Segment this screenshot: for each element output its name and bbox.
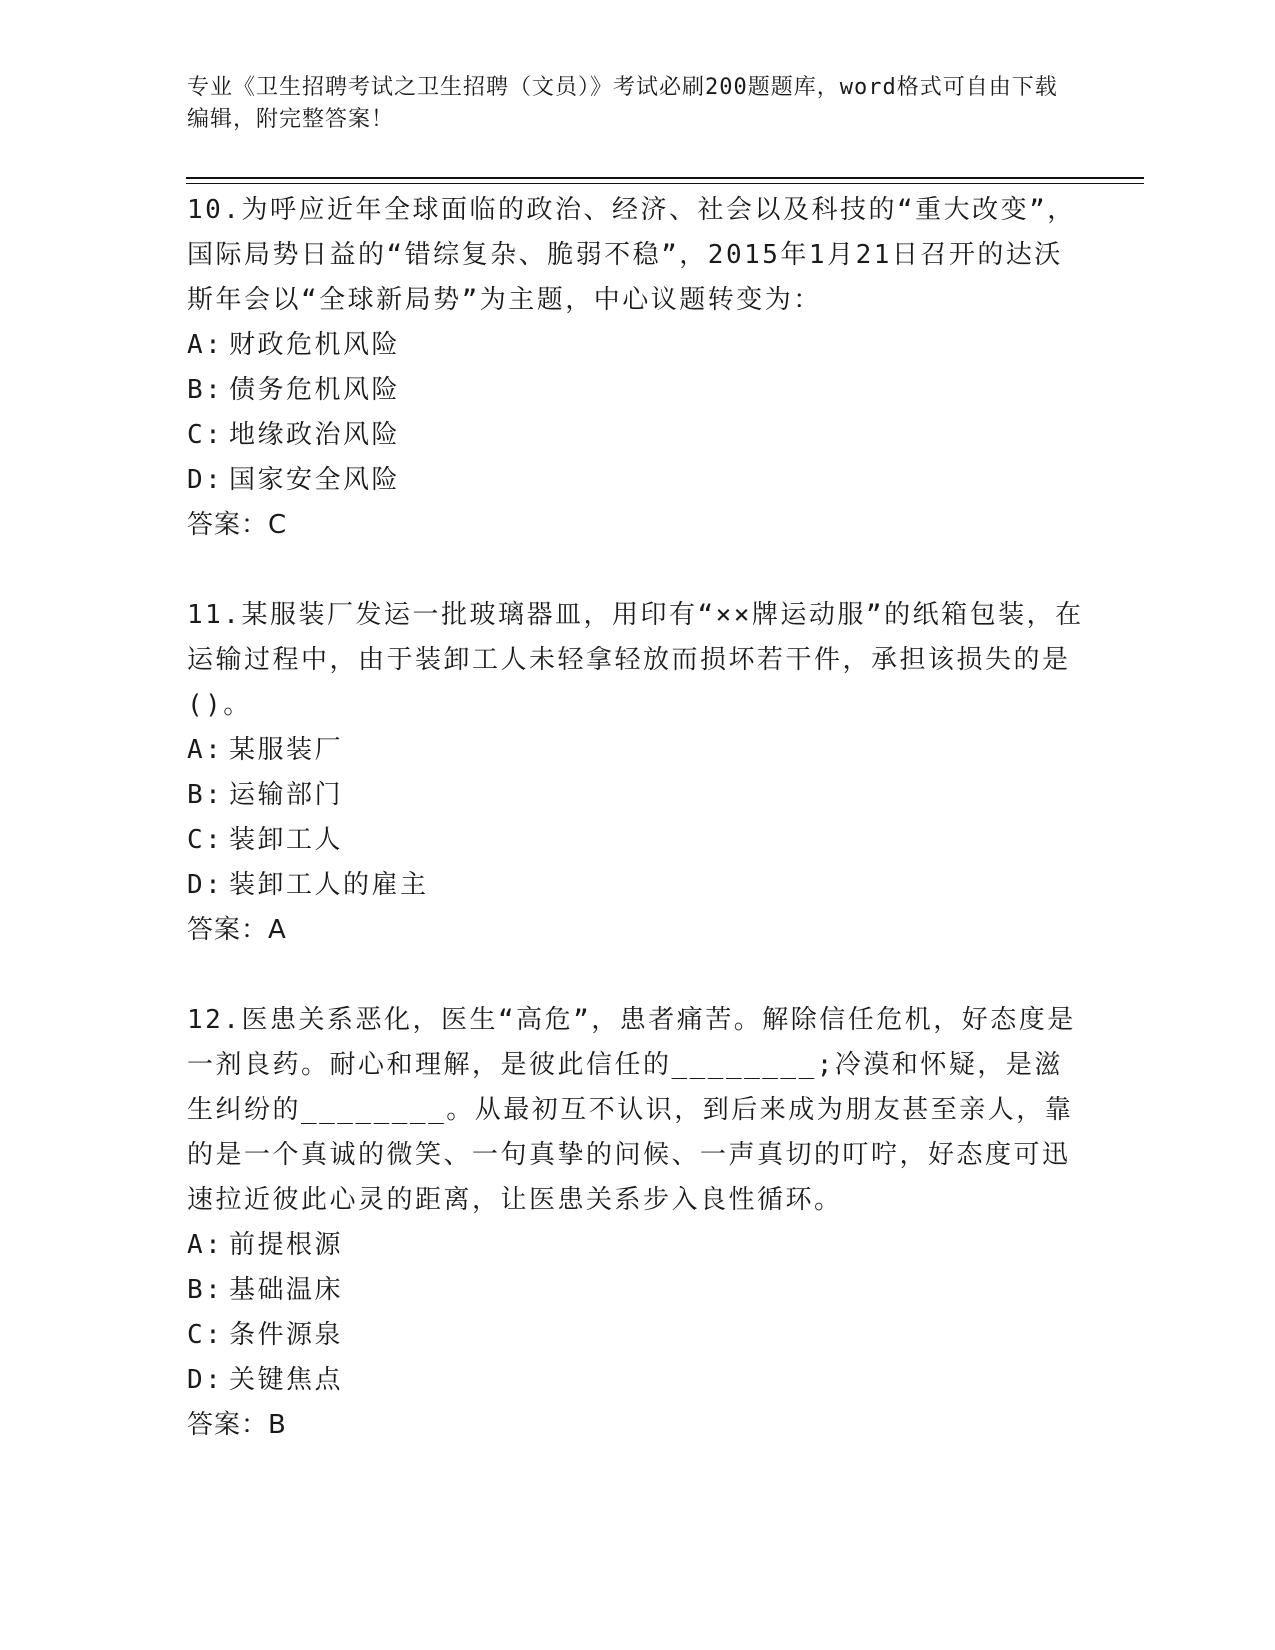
header-rule-thick [186,177,1144,179]
option-a [187,1223,1087,1268]
question-12 [187,998,1087,1448]
option-letter: A: [187,1230,224,1260]
answer-line: 答案：A [187,915,287,945]
option-letter: C: [187,825,224,855]
header-rule-thin [186,183,1144,184]
option-text: 财政危机风险 [229,330,401,360]
answer-line: 答案：B [187,1410,287,1440]
option-letter: B: [187,1275,224,1305]
option-d [187,458,1087,503]
option-letter: D: [187,1365,224,1395]
option-b [187,1268,1087,1313]
option-c [187,413,1087,458]
option-letter: D: [187,870,224,900]
option-text: 装卸工人 [229,825,344,855]
option-a [187,728,1087,773]
option-text: 地缘政治风险 [229,420,401,450]
option-letter: B: [187,375,224,405]
option-c [187,1313,1087,1358]
option-text: 关键焦点 [229,1365,344,1395]
answer-line: 答案：C [187,510,288,540]
option-text: 条件源泉 [229,1320,344,1350]
option-b [187,368,1087,413]
question-stem: 12.医患关系恶化，医生“高危”，患者痛苦。解除信任危机，好态度是一剂良药。耐心和理解，是彼此信任的________;冷漠和怀疑，是滋生纠纷的________。从最初互不认识，到后来成为朋友甚至亲人，靠的是一个真诚的微笑、一句真挚的问候、一声真切的叮咛，好态度可迅速拉近彼此心灵的距离，让医患关系步入良性循环。 [187,1005,1076,1215]
option-text: 前提根源 [229,1230,344,1260]
option-d [187,863,1087,908]
option-text: 某服装厂 [229,735,344,765]
option-d [187,1358,1087,1403]
question-10 [187,188,1087,548]
option-text: 债务危机风险 [229,375,401,405]
option-c [187,818,1087,863]
option-a [187,323,1087,368]
question-stem: 10.为呼应近年全球面临的政治、经济、社会以及科技的“重大改变”，国际局势日益的“错综复杂、脆弱不稳”，2015年1月21日召开的达沃斯年会以“全球新局势”为主题，中心议题转变为： [187,195,1076,315]
option-letter: A: [187,330,224,360]
option-letter: D: [187,465,224,495]
option-letter: B: [187,780,224,810]
option-text: 国家安全风险 [229,465,401,495]
option-letter: C: [187,420,224,450]
question-list [187,188,1087,1493]
option-text: 运输部门 [229,780,344,810]
option-b [187,773,1087,818]
question-11 [187,593,1087,953]
document-header: 专业《卫生招聘考试之卫生招聘（文员）》考试必刷200题题库，word格式可自由下载编辑，附完整答案！ [187,75,1058,132]
option-text: 装卸工人的雇主 [229,870,429,900]
option-letter: A: [187,735,224,765]
option-text: 基础温床 [229,1275,344,1305]
option-letter: C: [187,1320,224,1350]
question-stem: 11.某服装厂发运一批玻璃器皿，用印有“××牌运动服”的纸箱包装，在运输过程中，由于装卸工人未轻拿轻放而损坏若干件，承担该损失的是()。 [187,600,1084,720]
